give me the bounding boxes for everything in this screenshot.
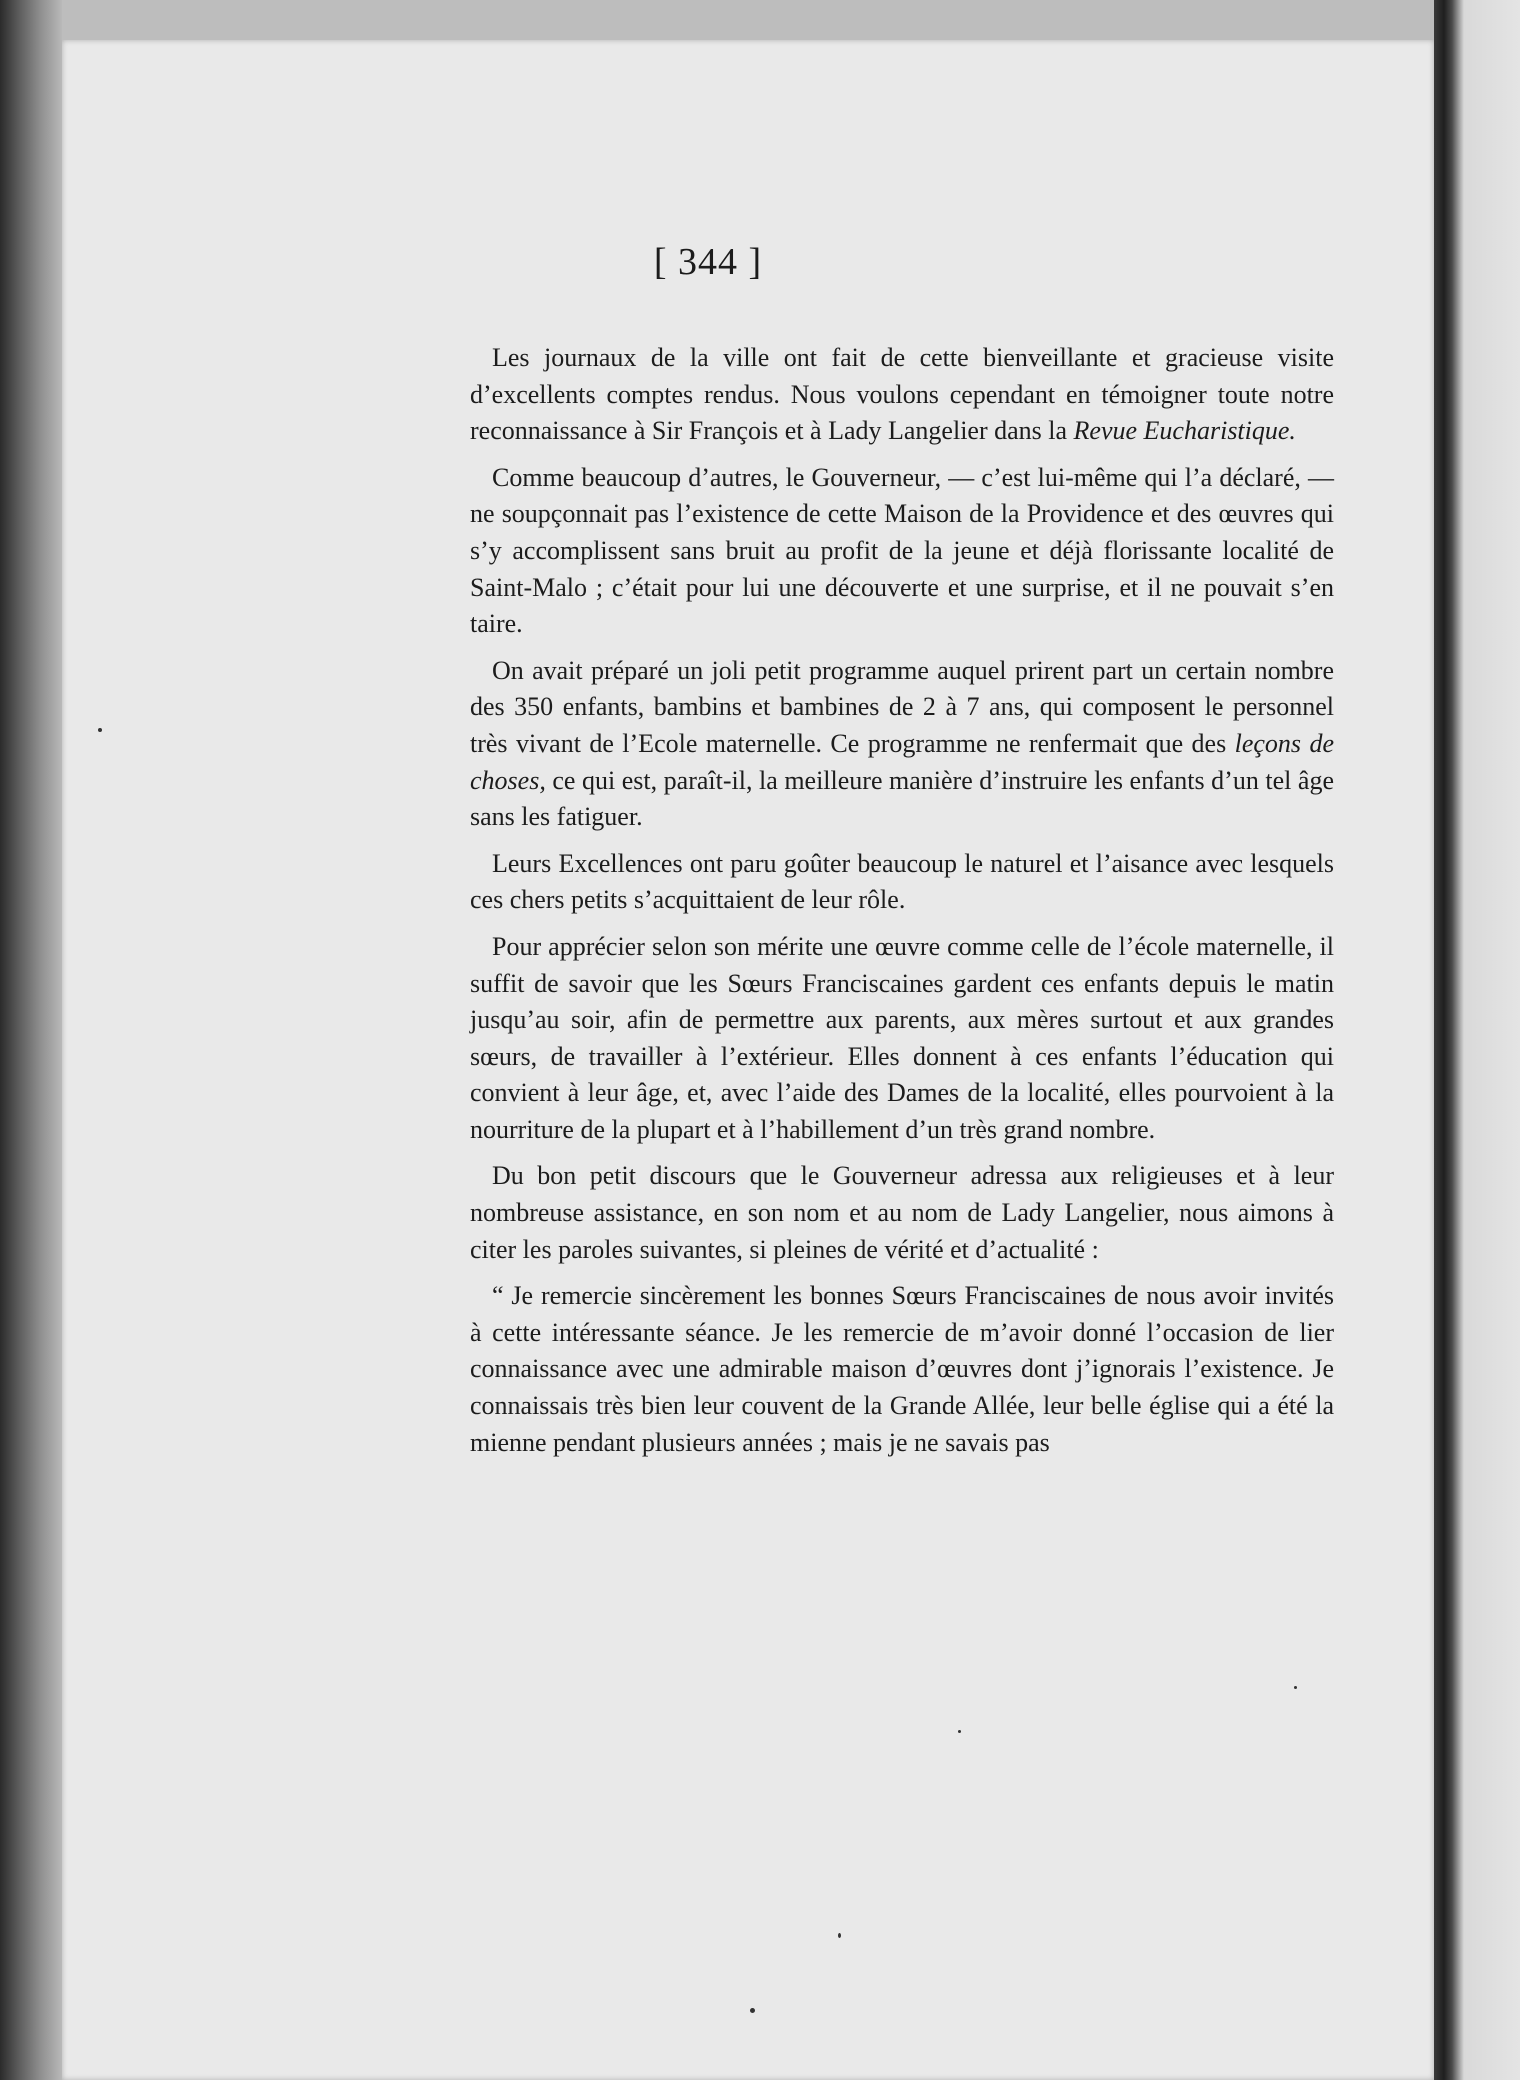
body-text [470,340,1334,1471]
text-segment: Comme beaucoup d’autres, le Gouverneur, — c’est lui-même qui l’a déclaré, — ne soupçonnait pas l’existence de cette Maison de la Providence et des œuvres qui s’y accomplissent sans bruit au profit de la jeune et déjà florissante localité de Saint-Malo ; c’était pour lui une découverte et une surprise, et il ne pouvait s’en taire. [470,462,1334,639]
paper-speck [750,2008,755,2013]
paragraph [470,340,1334,450]
italic-text: Revue Eucharistique. [1073,416,1296,446]
text-segment: On avait préparé un joli petit programme auquel prirent part un certain nombre des 350 enfants, bambins et bambines de 2 à 7 ans, qui composent le personnel très vivant de l’Ecole maternelle. Ce programme ne renfermait que des [470,655,1334,758]
page-number: [ 344 ] [653,241,763,283]
book-binding-left [0,0,62,2080]
paragraph [470,460,1334,643]
paper-speck [958,1730,961,1733]
text-segment: Pour apprécier selon son mérite une œuvre comme celle de l’école maternelle, il suffit de savoir que les Sœurs Franciscaines gardent ces enfants depuis le matin jusqu’au soir, afin de permettre aux parents, aux mères surtout et aux grandes sœurs, de travailler à l’extérieur. Elles donnent à ces enfants l’éducation qui convient à leur âge, et, avec l’aide des Dames de la localité, elles pourvoient à la nourriture de la plupart et à l’habillement d’un très grand nombre. [470,931,1334,1144]
text-segment: ce qui est, paraît-il, la meilleure manière d’instruire les enfants d’un tel âge sans les fatiguer. [470,765,1334,832]
text-segment: Leurs Excellences ont paru goûter beaucoup le naturel et l’aisance avec lesquels ces chers petits s’acquittaient de leur rôle. [470,848,1334,915]
paragraph [470,1278,1334,1461]
text-segment: Du bon petit discours que le Gouverneur adressa aux religieuses et à leur nombreuse assistance, en son nom et au nom de Lady Langelier, nous aimons à citer les paroles suivantes, si pleines de vérité et d’actualité : [470,1161,1334,1264]
paper-speck [838,1933,841,1938]
paragraph [470,653,1334,836]
text-segment: Les journaux de la ville ont fait de cette bienveillante et gracieuse visite d’excellents comptes rendus. Nous voulons cependant en témoigner toute notre reconnaissance à Sir François et à Lady Langelier dans la [470,343,1334,446]
paragraph [470,1158,1334,1268]
paper-speck [98,728,102,732]
paper-speck [1294,1686,1297,1689]
book-binding-right [1434,0,1520,2080]
paragraph [470,929,1334,1149]
italic-text: leçons de choses, [470,728,1334,795]
text-segment: “ Je remercie sincèrement les bonnes Sœurs Franciscaines de nous avoir invités à cette intéressante séance. Je les remercie de m’avoir donné l’occasion de lier connaissance avec une admirable maison d’œuvres dont j’ignorais l’existence. Je connaissais très bien leur couvent de la Grande Allée, leur belle église qui a été la mienne pendant plusieurs années ; mais je ne savais pas [470,1281,1334,1457]
book-page [62,40,1434,2080]
paragraph [470,846,1334,919]
